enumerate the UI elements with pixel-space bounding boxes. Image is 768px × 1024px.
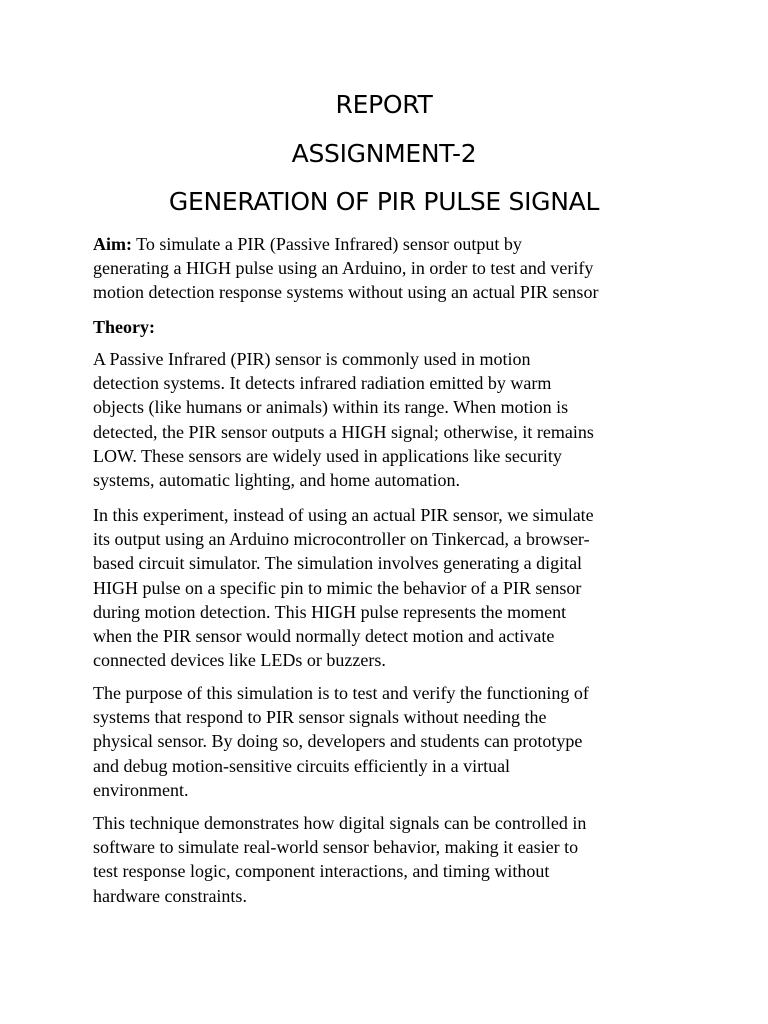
paragraph-line: environment. xyxy=(93,779,189,800)
paragraph-line: based circuit simulator. The simulation involves generating a digital xyxy=(93,553,583,574)
paragraph-line: A Passive Infrared (PIR) sensor is commonly used in motion xyxy=(93,349,531,369)
paragraph-line: during motion detection. This HIGH pulse represents the moment xyxy=(93,601,567,622)
theory-paragraph-3 xyxy=(93,681,673,802)
paragraph-line: systems that respond to PIR sensor signals without needing the xyxy=(93,707,547,728)
aim-label: Aim: xyxy=(93,234,132,254)
aim-text: To simulate a PIR (Passive Infrared) sensor output by xyxy=(132,234,522,254)
paragraph-line: In this experiment, instead of using an actual PIR sensor, we simulate xyxy=(93,505,594,525)
paragraph-line: test response logic, component interactions, and timing without xyxy=(93,861,550,882)
paragraph-line: software to simulate real-world sensor behavior, making it easier to xyxy=(93,837,579,858)
report-title: REPORT xyxy=(335,90,433,119)
subject-title: GENERATION OF PIR PULSE SIGNAL xyxy=(168,187,600,216)
paragraph-line: hardware constraints. xyxy=(93,885,247,906)
paragraph-line: and debug motion-sensitive circuits efficiently in a virtual xyxy=(93,755,511,776)
aim-line-3: motion detection response systems without using an actual PIR sensor xyxy=(93,282,599,303)
paragraph-line: detected, the PIR sensor outputs a HIGH signal; otherwise, it remains xyxy=(93,421,594,442)
paragraph-line: connected devices like LEDs or buzzers. xyxy=(93,650,386,671)
theory-paragraph-4 xyxy=(93,811,673,908)
paragraph-line: when the PIR sensor would normally detect motion and activate xyxy=(93,626,555,647)
theory-paragraph-2 xyxy=(93,503,673,672)
paragraph-line: physical sensor. By doing so, developers and students can prototype xyxy=(93,731,583,752)
theory-paragraph-1 xyxy=(93,347,673,492)
aim-section xyxy=(93,232,673,305)
paragraph-line: The purpose of this simulation is to test and verify the functioning of xyxy=(93,683,589,703)
aim-line-1 xyxy=(93,232,673,256)
paragraph-line: its output using an Arduino microcontroller on Tinkercad, a browser- xyxy=(93,529,590,550)
paragraph-line: LOW. These sensors are widely used in applications like security xyxy=(93,445,562,466)
paragraph-line: HIGH pulse on a specific pin to mimic the behavior of a PIR sensor xyxy=(93,577,582,598)
assignment-title: ASSIGNMENT-2 xyxy=(291,139,477,168)
theory-heading xyxy=(93,315,673,339)
theory-label: Theory: xyxy=(93,317,155,337)
paragraph-line: This technique demonstrates how digital signals can be controlled in xyxy=(93,813,587,833)
paragraph-line: systems, automatic lighting, and home automation. xyxy=(93,470,460,491)
paragraph-line: objects (like humans or animals) within its range. When motion is xyxy=(93,397,569,418)
paragraph-line: detection systems. It detects infrared radiation emitted by warm xyxy=(93,373,552,394)
aim-line-2: generating a HIGH pulse using an Arduino, in order to test and verify xyxy=(93,258,594,279)
